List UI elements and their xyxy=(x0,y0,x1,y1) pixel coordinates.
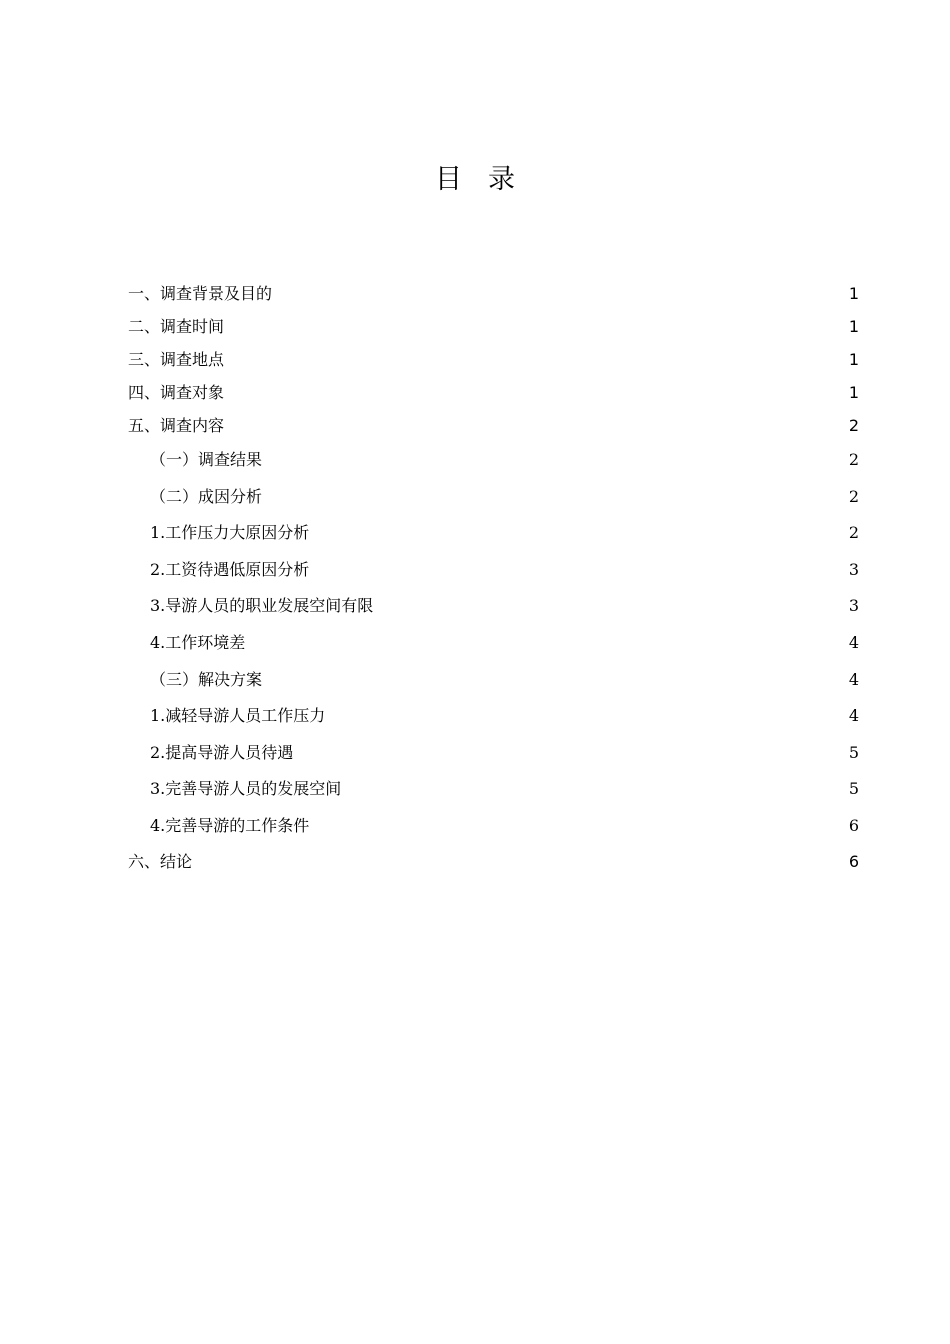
toc-dot-leader xyxy=(226,382,847,398)
toc-entry-label: 4.完善导游的工作条件 xyxy=(150,815,310,835)
toc-subentry[interactable] xyxy=(128,629,859,666)
toc-page-number: 1 xyxy=(848,383,859,402)
toc-entry[interactable] xyxy=(128,849,859,882)
toc-subentry[interactable] xyxy=(128,775,859,812)
toc-dot-leader xyxy=(375,595,847,611)
toc-entry-label: 2.工资待遇低原因分析 xyxy=(150,559,310,579)
toc-dot-leader xyxy=(264,669,847,685)
toc-subentry[interactable] xyxy=(128,592,859,629)
toc-dot-leader xyxy=(226,316,847,332)
toc-page-number: 2 xyxy=(848,523,859,543)
toc-page-number: 3 xyxy=(848,559,859,579)
toc-subentry[interactable] xyxy=(128,446,859,483)
toc-entry-label: 六、结论 xyxy=(128,851,193,871)
toc-page-number: 1 xyxy=(848,317,859,336)
toc-dot-leader xyxy=(264,449,847,465)
toc-entry-label: （二）成因分析 xyxy=(150,486,263,506)
toc-subentry[interactable] xyxy=(128,739,859,776)
toc-entry-label: 3.导游人员的职业发展空间有限 xyxy=(150,596,374,616)
toc-dot-leader xyxy=(274,283,847,299)
toc-entry-label: 1.工作压力大原因分析 xyxy=(150,523,310,543)
toc-dot-leader xyxy=(247,632,847,648)
toc-entry-label: 二、调查时间 xyxy=(128,317,225,336)
toc-page-number: 1 xyxy=(848,284,859,303)
toc-subentry[interactable] xyxy=(128,702,859,739)
toc-subentry[interactable] xyxy=(128,812,859,849)
toc-entry-label: （一）调查结果 xyxy=(150,450,263,469)
toc-page-number: 3 xyxy=(848,596,859,616)
table-of-contents xyxy=(128,281,859,882)
toc-dot-leader xyxy=(311,559,847,575)
toc-entry-label: 四、调查对象 xyxy=(128,383,225,402)
toc-entry-label: 1.减轻导游人员工作压力 xyxy=(150,706,326,726)
toc-dot-leader xyxy=(226,349,847,365)
toc-entry-label: 三、调查地点 xyxy=(128,350,225,369)
toc-dot-leader xyxy=(327,705,847,721)
toc-entry[interactable] xyxy=(128,347,859,380)
toc-page-number: 5 xyxy=(848,742,859,762)
toc-entry-label: 3.完善导游人员的发展空间 xyxy=(150,779,342,799)
toc-dot-leader xyxy=(295,742,847,758)
toc-subentry[interactable] xyxy=(128,666,859,703)
toc-subentry[interactable] xyxy=(128,519,859,556)
toc-page-number: 4 xyxy=(848,669,859,689)
toc-entry[interactable] xyxy=(128,380,859,413)
toc-page-number: 4 xyxy=(848,706,859,726)
toc-entry-label: 五、调查内容 xyxy=(128,416,225,435)
toc-page-number: 2 xyxy=(848,486,859,506)
toc-dot-leader xyxy=(264,486,847,502)
toc-subentry[interactable] xyxy=(128,556,859,593)
toc-title: 目录 xyxy=(435,164,541,195)
toc-entry-label: （三）解决方案 xyxy=(150,669,263,689)
toc-page-number: 5 xyxy=(848,779,859,799)
toc-entry-label: 4.工作环境差 xyxy=(150,632,246,652)
toc-dot-leader xyxy=(311,815,847,831)
toc-dot-leader xyxy=(343,778,847,794)
toc-entry[interactable] xyxy=(128,281,859,314)
toc-page-number: 2 xyxy=(848,450,859,469)
toc-page-number: 6 xyxy=(848,815,859,835)
toc-entry[interactable] xyxy=(128,314,859,347)
toc-entry-label: 2.提高导游人员待遇 xyxy=(150,742,294,762)
toc-entry[interactable] xyxy=(128,413,859,446)
toc-dot-leader xyxy=(311,522,847,538)
toc-subentry[interactable] xyxy=(128,483,859,520)
toc-page-number: 6 xyxy=(848,851,859,871)
toc-page-number: 4 xyxy=(848,632,859,652)
toc-dot-leader xyxy=(226,415,847,431)
toc-entry-label: 一、调查背景及目的 xyxy=(128,284,273,303)
toc-page-number: 1 xyxy=(848,350,859,369)
toc-page-number: 2 xyxy=(848,416,859,435)
toc-dot-leader xyxy=(194,851,847,867)
